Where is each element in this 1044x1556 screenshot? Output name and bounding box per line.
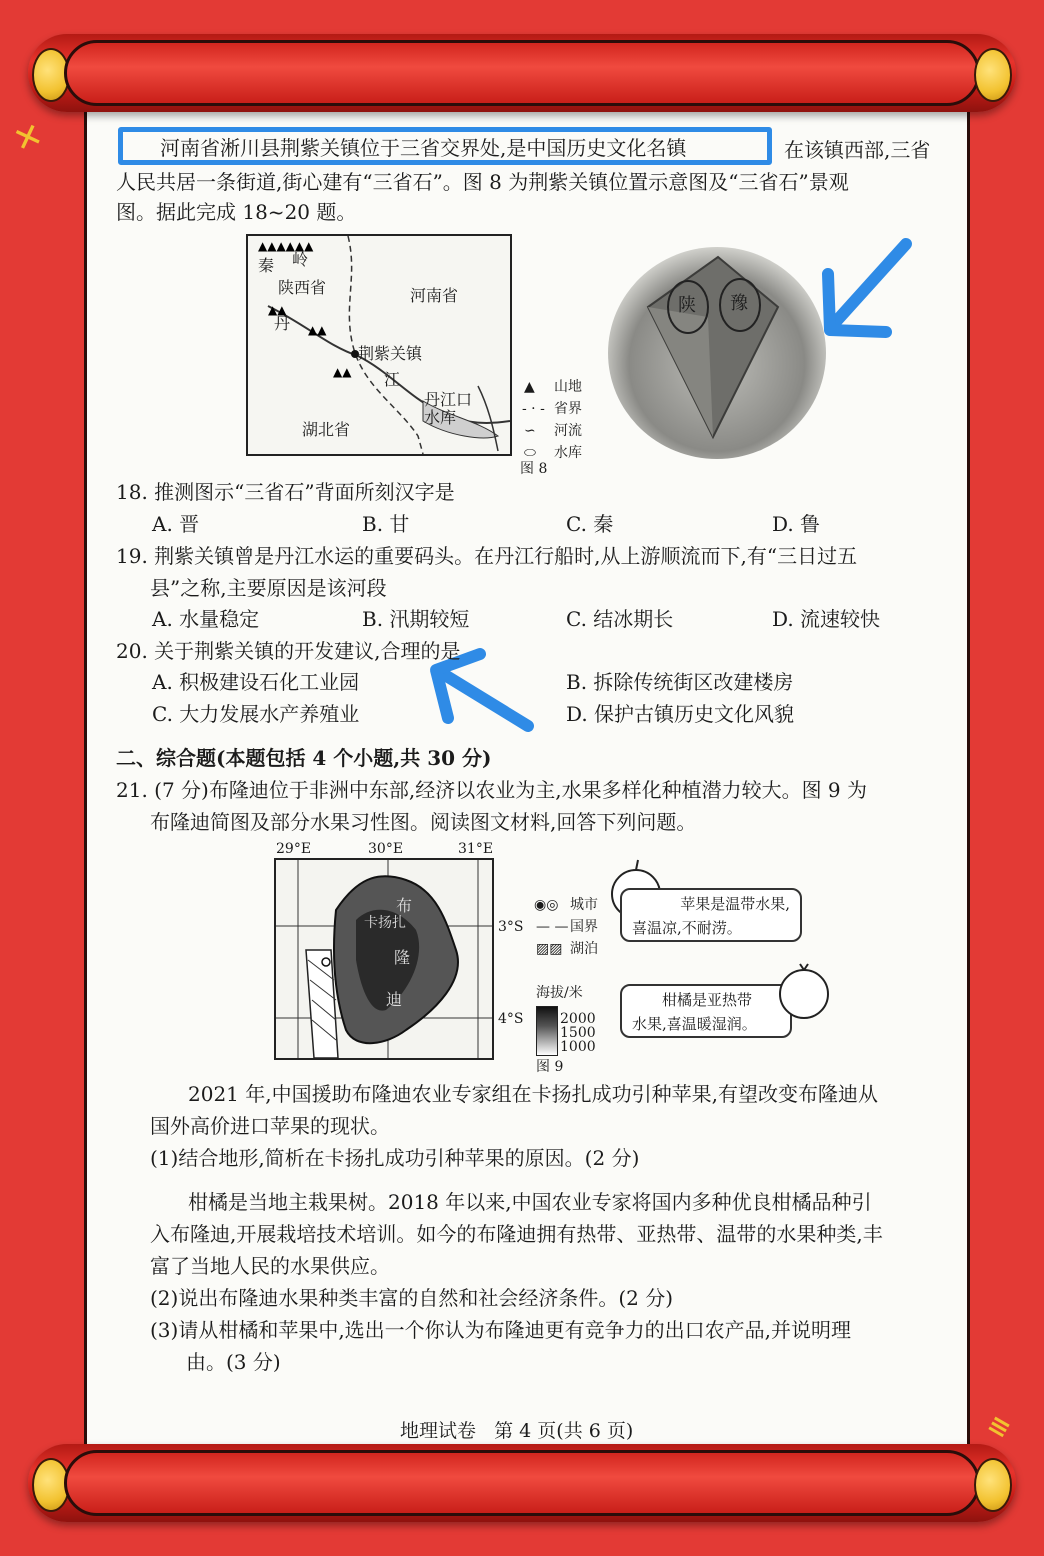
q20-stem: 20. 关于荆紫关镇的开发建议,合理的是	[116, 639, 461, 663]
q21-para1-a: 2021 年,中国援助布隆迪农业专家组在卡扬扎成功引种苹果,有望改变布隆迪从	[188, 1082, 878, 1106]
country-char-3: 迪	[386, 990, 403, 1009]
q18-option-c: C. 秦	[566, 512, 614, 536]
svg-text:▲▲▲▲▲▲: ▲▲▲▲▲▲	[258, 239, 314, 253]
q19-option-d: D. 流速较快	[772, 607, 881, 631]
label-jingziguan: 荆紫关镇	[358, 344, 423, 363]
confetti-icon: ≡	[981, 1408, 1016, 1446]
roller-bar	[64, 1450, 980, 1516]
legend-reservoir: 水库	[554, 445, 582, 461]
lake-icon: ▨▨	[536, 941, 563, 957]
q21-para2-a: 柑橘是当地主栽果树。2018 年以来,中国农业专家将国内多种优良柑橘品种引	[188, 1190, 872, 1214]
mountain-icon: ▲	[524, 379, 535, 395]
label-dan: 丹	[274, 314, 291, 333]
lat-4s: 4°S	[498, 1011, 524, 1027]
roller-knob-right	[974, 1458, 1012, 1512]
intro-line2: 人民共居一条街道,街心建有“三省石”。图 8 为荆紫关镇位置示意图及“三省石”景观	[116, 170, 849, 194]
q20-option-a: A. 积极建设石化工业园	[152, 670, 360, 694]
q21-para2-b: 入布隆迪,开展栽培技术培训。如今的布隆迪拥有热带、亚热带、温带的水果种类,丰	[150, 1222, 883, 1246]
label-henan: 河南省	[410, 286, 459, 305]
section2-title: 二、综合题(本题包括 4 个小题,共 30 分)	[116, 746, 492, 770]
legend-river: 河流	[554, 423, 582, 439]
legend-mountain: 山地	[554, 379, 582, 395]
country-char-2: 隆	[394, 948, 411, 967]
stone-char-shaan: 陕	[678, 295, 696, 316]
elevation-title: 海拔/米	[536, 985, 583, 1001]
lon-31: 31°E	[458, 841, 494, 857]
citrus-note-line-1: 柑橘是亚热带	[662, 991, 753, 1009]
figure8-caption: 图 8	[520, 461, 548, 477]
river-icon: ∽	[524, 423, 536, 439]
citrus-note-line-2: 水果,喜温暖湿润。	[632, 1015, 757, 1033]
label-shaanxi: 陕西省	[278, 278, 327, 297]
label-qin: 秦	[258, 256, 275, 275]
intro-line1-rest: 在该镇西部,三省	[784, 138, 931, 162]
stone-drawing	[608, 247, 826, 459]
elev-2000: 2000	[560, 1011, 596, 1027]
citrus-icon	[776, 962, 832, 1022]
city-label: 卡扬扎	[364, 915, 406, 931]
q18-stem: 18. 推测图示“三省石”背面所刻汉字是	[116, 480, 455, 504]
legend-boundary: 省界	[554, 401, 582, 417]
border-icon: — —	[536, 919, 569, 935]
q21-sub3-a: (3)请从柑橘和苹果中,选出一个你认为布隆迪更有竞争力的出口农产品,并说明理	[150, 1318, 852, 1342]
q19-option-c: C. 结冰期长	[566, 607, 674, 631]
label-hubei: 湖北省	[302, 420, 351, 439]
label-reservoir-2: 水库	[424, 408, 457, 427]
roller-bar	[64, 40, 980, 106]
svg-text:▲▲: ▲▲	[333, 365, 352, 379]
q21-para2-c: 富了当地人民的水果供应。	[150, 1254, 390, 1278]
legend-lake: 湖泊	[570, 941, 598, 957]
q18-option-a: A. 晋	[152, 512, 200, 536]
q19-option-a: A. 水量稳定	[152, 607, 260, 631]
lon-29: 29°E	[276, 841, 312, 857]
q19-option-b: B. 汛期较短	[362, 607, 470, 631]
q19-stem-2: 县”之称,主要原因是该河段	[150, 576, 387, 600]
country-char-1: 布	[396, 896, 413, 915]
q19-stem-1: 19. 荆紫关镇曾是丹江水运的重要码头。在丹江行船时,从上游顺流而下,有“三日过五	[116, 544, 858, 568]
apple-note	[620, 888, 802, 942]
q20-option-c: C. 大力发展水产养殖业	[152, 702, 360, 726]
legend-city: 城市	[570, 897, 598, 913]
q18-option-d: D. 鲁	[772, 512, 821, 536]
apple-note-line-1: 苹果是温带水果,	[680, 895, 790, 913]
roller-knob-right	[974, 48, 1012, 102]
q20-option-b: B. 拆除传统街区改建楼房	[566, 670, 794, 694]
figure9-caption: 图 9	[536, 1059, 564, 1075]
label-reservoir-1: 丹江口	[424, 390, 473, 409]
q20-option-d: D. 保护古镇历史文化风貌	[566, 702, 795, 726]
q21-para1-b: 国外高价进口苹果的现状。	[150, 1114, 390, 1138]
legend-border: 国界	[570, 919, 598, 935]
q21-sub1: (1)结合地形,简析在卡扬扎成功引种苹果的原因。(2 分)	[150, 1146, 640, 1170]
svg-text:▲▲: ▲▲	[308, 323, 327, 337]
scroll-roller-bottom	[28, 1444, 1016, 1522]
q21-line-2: 布隆迪简图及部分水果习性图。阅读图文材料,回答下列问题。	[150, 810, 697, 834]
confetti-icon: ✕	[8, 114, 49, 162]
scroll-roller-top	[28, 34, 1016, 112]
q18-option-b: B. 甘	[362, 512, 410, 536]
svg-text:▲▲: ▲▲	[268, 303, 287, 317]
lat-3s: 3°S	[498, 919, 524, 935]
city-icon: ◉◎	[534, 897, 559, 913]
elev-1000: 1000	[560, 1039, 596, 1055]
reservoir-icon: ⬭	[524, 445, 536, 461]
intro-line3: 图。据此完成 18~20 题。	[116, 200, 357, 224]
citrus-note	[620, 984, 792, 1038]
label-jiang: 江	[384, 370, 401, 389]
q21-sub2: (2)说出布隆迪水果种类丰富的自然和社会经济条件。(2 分)	[150, 1286, 674, 1310]
figure8-map	[246, 234, 512, 456]
intro-highlighted: 河南省淅川县荆紫关镇位于三省交界处,是中国历史文化名镇	[160, 136, 687, 160]
boundary-icon: - · -	[522, 401, 545, 417]
q21-line-1: 21. (7 分)布隆迪位于非洲中东部,经济以农业为主,水果多样化种植潜力较大。图 9 为	[116, 778, 868, 802]
blue-arrow-icon	[808, 234, 918, 344]
page-footer: 地理试卷 第 4 页(共 6 页)	[400, 1420, 634, 1442]
elev-1500: 1500	[560, 1025, 596, 1041]
apple-note-line-2: 喜温凉,不耐涝。	[632, 919, 742, 937]
stone-char-yu: 豫	[730, 293, 748, 314]
elevation-scale	[536, 1006, 558, 1056]
label-ling: 岭	[292, 250, 309, 269]
figure9-map	[274, 858, 494, 1060]
three-province-stone-photo	[608, 247, 826, 459]
lon-30: 30°E	[368, 841, 404, 857]
q21-sub3-b: 由。(3 分)	[186, 1350, 281, 1374]
burundi-map-drawing	[276, 860, 492, 1058]
